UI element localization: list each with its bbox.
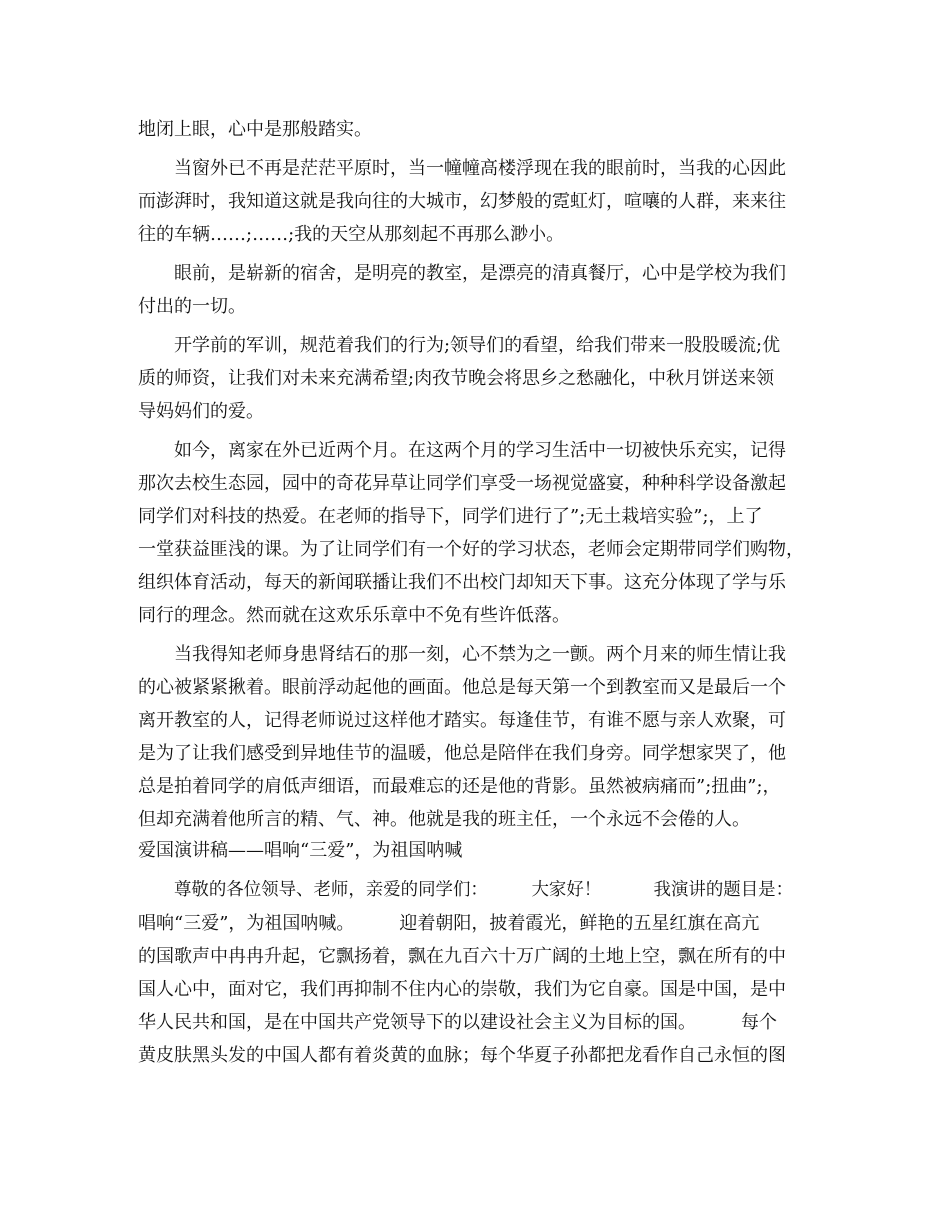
text-line: 组织体育活动，每天的新闻联播让我们不出校门却知天下事。这充分体现了学与乐 [138, 572, 786, 593]
text-line: 同行的理念。然而就在这欢乐乐章中不免有些许低落。 [138, 605, 570, 626]
speech-title: 爱国演讲稿——唱响“三爱”，为祖国呐喊 [138, 840, 463, 861]
paragraph-1 [138, 113, 828, 146]
text-line: 华人民共和国，是在中国共产党领导下的以建设社会主义为目标的国。 每个 [138, 1012, 777, 1033]
paragraph-5 [138, 434, 828, 632]
text-line: 的心被紧紧揪着。眼前浮动起他的画面。他总是每天第一个到教室而又是最后一个 [138, 677, 786, 698]
text-line: 唱响“三爱”，为祖国呐喊。 迎着朝阳，披着霞光，鲜艳的五星红旗在高亢 [138, 913, 760, 934]
text-line: 但却充满着他所言的精、气、神。他就是我的班主任，一个永远不会倦的人。 [138, 809, 750, 830]
text-line: 总是拍着同学的肩低声细语，而最难忘的还是他的背影。虽然被病痛而”;扭曲”;， [138, 776, 781, 797]
text-line: 如今，离家在外已近两个月。在这两个月的学习生活中一切被快乐充实，记得 [174, 440, 786, 461]
paragraph-3 [138, 257, 828, 323]
text-line: 是为了让我们感受到异地佳节的温暖，他总是陪伴在我们身旁。同学想家哭了，他 [138, 743, 786, 764]
text-line: 付出的一切。 [138, 296, 246, 317]
text-line: 同学们对科技的热爱。在老师的指导下，同学们进行了”;无土栽培实验”;，上了 [138, 506, 763, 527]
paragraph-6 [138, 638, 828, 836]
paragraph-2 [138, 152, 828, 251]
text-line: 质的师资，让我们对未来充满希望;肉孜节晚会将思乡之愁融化，中秋月饼送来领 [138, 368, 775, 389]
text-line: 一堂获益匪浅的课。为了让同学们有一个好的学习状态，老师会定期带同学们购物， [138, 539, 804, 560]
text-line: 当我得知老师身患肾结石的那一刻，心不禁为之一颤。两个月来的师生情让我 [174, 644, 786, 665]
text-line: 离开教室的人，记得老师说过这样他才踏实。每逢佳节，有谁不愿与亲人欢聚，可 [138, 710, 786, 731]
document-body [138, 113, 828, 1078]
text-line: 尊敬的各位领导、老师，亲爱的同学们： 大家好！ 我演讲的题目是： [174, 880, 794, 900]
text-line: 当窗外已不再是茫茫平原时，当一幢幢高楼浮现在我的眼前时，当我的心因此 [174, 158, 786, 179]
text-line: 往的车辆……;……;我的天空从那刻起不再那么渺小。 [138, 224, 565, 245]
text-line: 地闭上眼，心中是那般踏实。 [138, 119, 372, 140]
text-line: 开学前的军训，规范着我们的行为;领导们的看望，给我们带来一股股暖流;优 [174, 335, 781, 356]
text-line: 那次去校生态园，园中的奇花异草让同学们享受一场视觉盛宴，种种科学设备激起 [138, 473, 786, 494]
text-line: 眼前，是崭新的宿舍，是明亮的教室，是漂亮的清真餐厅，心中是学校为我们 [174, 263, 786, 284]
text-line: 的国歌声中冉冉升起，它飘扬着，飘在九百六十万广阔的土地上空，飘在所有的中 [138, 946, 786, 967]
text-line: 国人心中，面对它，我们再抑制不住内心的崇敬，我们为它自豪。国是中国，是中 [138, 979, 786, 1000]
text-line: 导妈妈们的爱。 [138, 401, 264, 422]
speech-paragraph [138, 874, 828, 1072]
paragraph-4 [138, 329, 828, 428]
text-line: 而澎湃时，我知道这就是我向往的大城市，幻梦般的霓虹灯，喧嚷的人群，来来往 [138, 191, 786, 212]
text-line: 黄皮肤黑头发的中国人都有着炎黄的血脉；每个华夏子孙都把龙看作自己永恒的图 [138, 1045, 786, 1066]
